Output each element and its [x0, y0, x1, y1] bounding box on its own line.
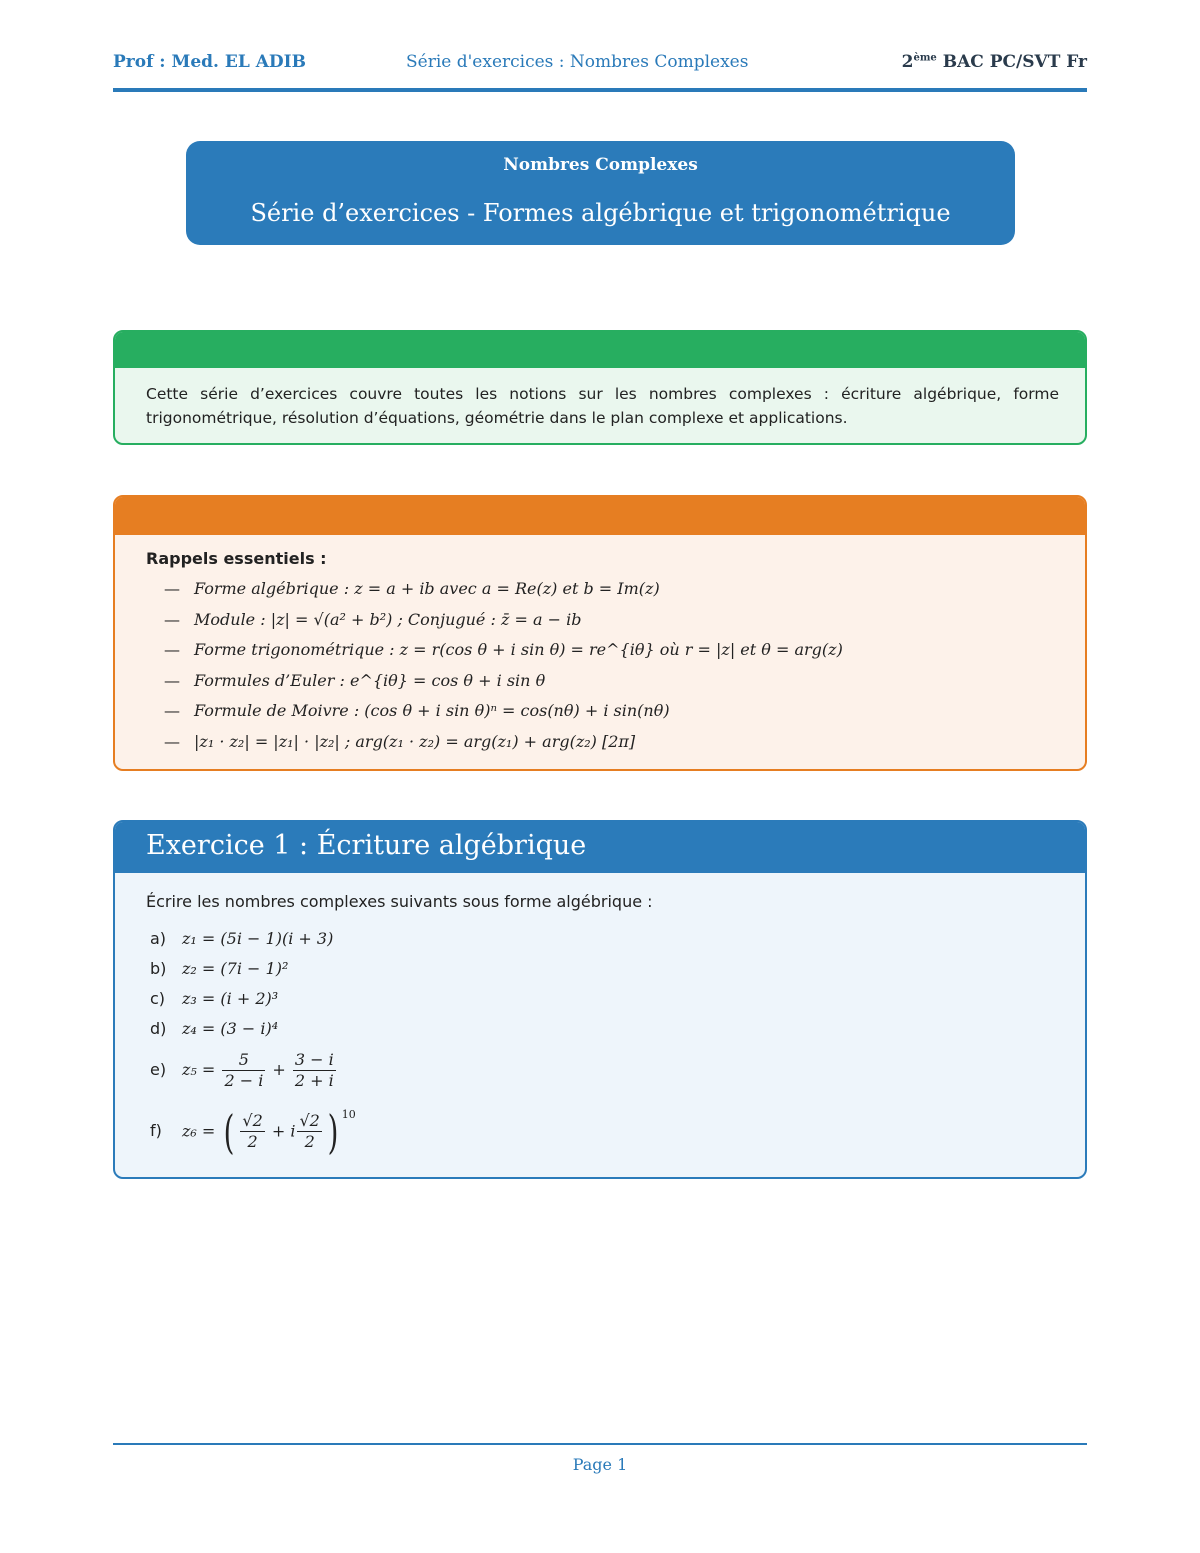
intro-box	[113, 330, 1087, 445]
rappels-box-header-bar	[115, 497, 1085, 535]
exercise-item: b) z₂ = (7i − 1)²	[150, 959, 289, 978]
rappels-list	[146, 574, 843, 757]
rappel-item: — |z₁ · z₂| = |z₁| · |z₂| ; arg(z₁ · z₂) = arg(z₁) + arg(z₂) [2π]	[164, 731, 636, 751]
rappel-item: — Formule de Moivre : (cos θ + i sin θ)ⁿ = cos(nθ) + i sin(nθ)	[164, 701, 670, 720]
exercise-item: a) z₁ = (5i − 1)(i + 3)	[150, 929, 334, 948]
intro-text: Cette série d’exercices couvre toutes les notions sur les nombres complexes : écriture algébrique, forme trigonométrique, résolution d’équations, géométrie dans le plan complexe et applications.	[146, 385, 1059, 427]
fraction: $\frac{5}{2 - i}$	[224, 1050, 264, 1090]
fraction: $\frac{√2}{2}$	[299, 1111, 320, 1152]
title-box	[186, 141, 1015, 245]
rappel-item: — Forme trigonométrique : z = r(cos θ + i sin θ) = re^{iθ} où r = |z| et θ = arg(z)	[164, 640, 843, 659]
fraction: $\frac{√2}{2}$	[242, 1111, 263, 1152]
exercise-item: e) z₅ = $\frac{5}{2 - i}$ + $\frac{3 - i}{2 + i}$	[150, 1050, 334, 1090]
title-box-subtitle: Nombres Complexes	[503, 155, 698, 175]
footer-divider	[113, 1443, 1087, 1445]
header-author: Prof : Med. EL ADIB	[113, 52, 306, 72]
page-number: Page 1	[572, 1455, 628, 1474]
exercise-item: c) z₃ = (i + 2)³	[150, 989, 279, 1008]
rappels-title: Rappels essentiels :	[146, 549, 327, 568]
intro-box-header-bar	[115, 332, 1085, 368]
exercise-1-header	[115, 822, 1085, 873]
page-header	[113, 50, 1087, 78]
header-level: 2ème BAC PC/SVT Fr	[901, 52, 1087, 72]
exercise-item: f) z₆ = ( $\frac{√2}{2}$ + i $\frac{√2}{2}$ ) $^{10}$	[150, 1104, 356, 1159]
fraction: $\frac{3 - i}{2 + i}$	[294, 1050, 334, 1090]
exercise-1-list	[150, 924, 356, 1158]
rappels-box	[113, 495, 1087, 771]
header-divider	[113, 88, 1087, 92]
rappel-item: — Formules d’Euler : e^{iθ} = cos θ + i sin θ	[164, 670, 546, 690]
title-box-title: Série d’exercices - Formes algébrique et trigonométrique	[250, 199, 951, 227]
exercise-item: d) z₄ = (3 − i)⁴	[150, 1019, 279, 1038]
rappel-item: — Forme algébrique : z = a + ib avec a = Re(z) et b = Im(z)	[164, 579, 660, 598]
exercise-1-intro: Écrire les nombres complexes suivants sous forme algébrique :	[146, 892, 653, 911]
exercise-1-box	[113, 820, 1087, 1179]
rappel-item: — Module : |z| = √(a² + b²) ; Conjugué : z̄ = a − ib	[164, 609, 582, 629]
header-series: Série d'exercices : Nombres Complexes	[406, 52, 749, 72]
exercise-1-title: Exercice 1 : Écriture algébrique	[146, 830, 587, 861]
